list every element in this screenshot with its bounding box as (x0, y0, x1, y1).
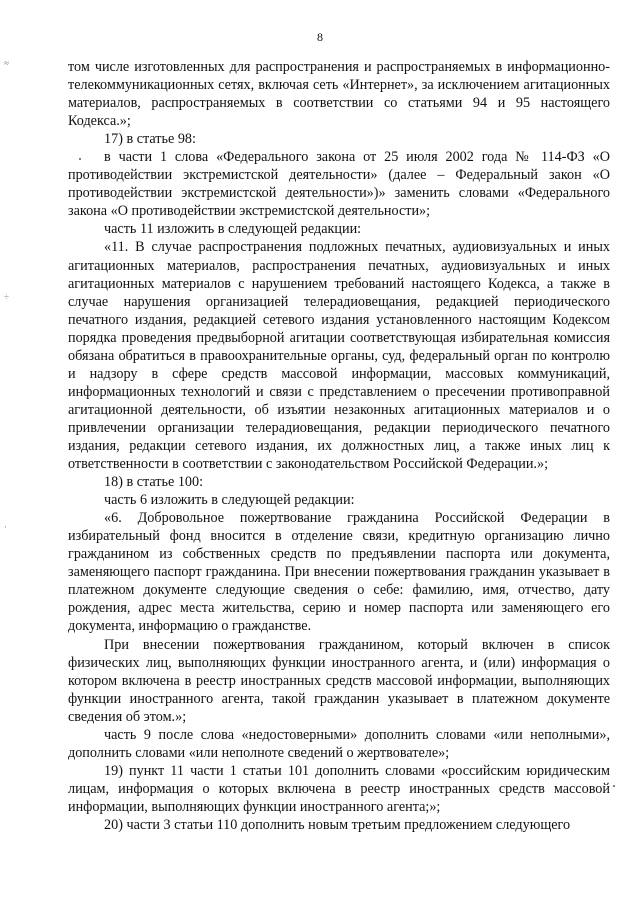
body-text (68, 58, 610, 834)
paragraph: часть 6 изложить в следующей редакции: (104, 492, 355, 509)
paragraph: том числе изготовленных для распространения и распространяемых в информационно-телекоммуникационных сетях, включая сеть «Интернет», за исключением агитационных материалов, распространяемых в соответствии со статьями 94 и 95 настоящего Кодекса.»; (68, 59, 610, 130)
paragraph: в части 1 слова «Федерального закона от 25 июля 2002 года № 114-ФЗ «О противодействии экстремистской деятельности» (далее – Федеральный закон «О противодействии экстремистской деятельности»)» заменить словами «Федерального закона «О противодействии экстремистской деятельности»; (68, 149, 610, 220)
paragraph: 17) в статье 98: (104, 131, 196, 148)
margin-scan-mark: ≈ (4, 58, 9, 68)
page-number: 8 (317, 30, 323, 44)
margin-scan-mark: · (4, 522, 7, 532)
paragraph: 20) части 3 статьи 110 дополнить новым третьим предложением следующего (104, 816, 571, 833)
paragraph: 18) в статье 100: (104, 474, 204, 491)
paragraph: «11. В случае распространения подложных печатных, аудиовизуальных и иных агитационных материалов, распространения печатных, аудиовизуальных и иных агитационных материалов с нарушением требований настоящего Кодекса, а также в случае нарушения организацией телерадиовещания, редакцией периодического печатного издания, редакцией сетевого издания установленного настоящим Кодексом порядка проведения предвыборной агитации соответствующая избирательная комиссия обязана обратиться в правоохранительные органы, суд, федеральный орган по контролю и надзору в сфере средств массовой информации, массовых коммуникаций, информационных технологий и связи с представлением о пресечении противоправной агитационной деятельности, об изъятии незаконных агитационных материалов и о привлечении организации телерадиовещания, редакции периодического печатного издания, редакции сетевого издания, их должностных лиц, а также иных лиц к ответственности в соответствии с законодательством Российской Федерации.»; (68, 239, 610, 473)
paragraph: часть 9 после слова «недостоверными» дополнить словами «или неполными», дополнить словами «или неполноте сведений о жертвователе»; (68, 726, 610, 761)
paragraph: 19) пункт 11 части 1 статьи 101 дополнить словами «российским юридическим лицам, информация о которых включена в реестр иностранных средств массовой информации, выполняющих функции иностранного агента;»; (68, 762, 610, 815)
margin-scan-mark: ÷ (4, 292, 9, 302)
paragraph: «6. Добровольное пожертвование гражданина Российской Федерации в избирательный фонд вносится в отделение связи, кредитную организацию лично гражданином из собственных средств по предъявлении паспорта или документа, заменяющего паспорт гражданина. При внесении пожертвования гражданин указывает в платежном документе следующие сведения о себе: фамилию, имя, отчество, дату рождения, адрес места жительства, серию и номер паспорта или заменяющего его документа, информацию о гражданстве. (68, 510, 610, 635)
scan-speck (613, 785, 615, 787)
paragraph: При внесении пожертвования гражданином, который включен в список физических лиц, выполняющих функции иностранного агента, и (или) информация о котором включена в реестр иностранных средств массовой информации, выполняющих функции иностранного агента, такой гражданин указывает в платежном документе сведения об этом.»; (68, 636, 610, 725)
paragraph: часть 11 изложить в следующей редакции: (104, 221, 362, 238)
